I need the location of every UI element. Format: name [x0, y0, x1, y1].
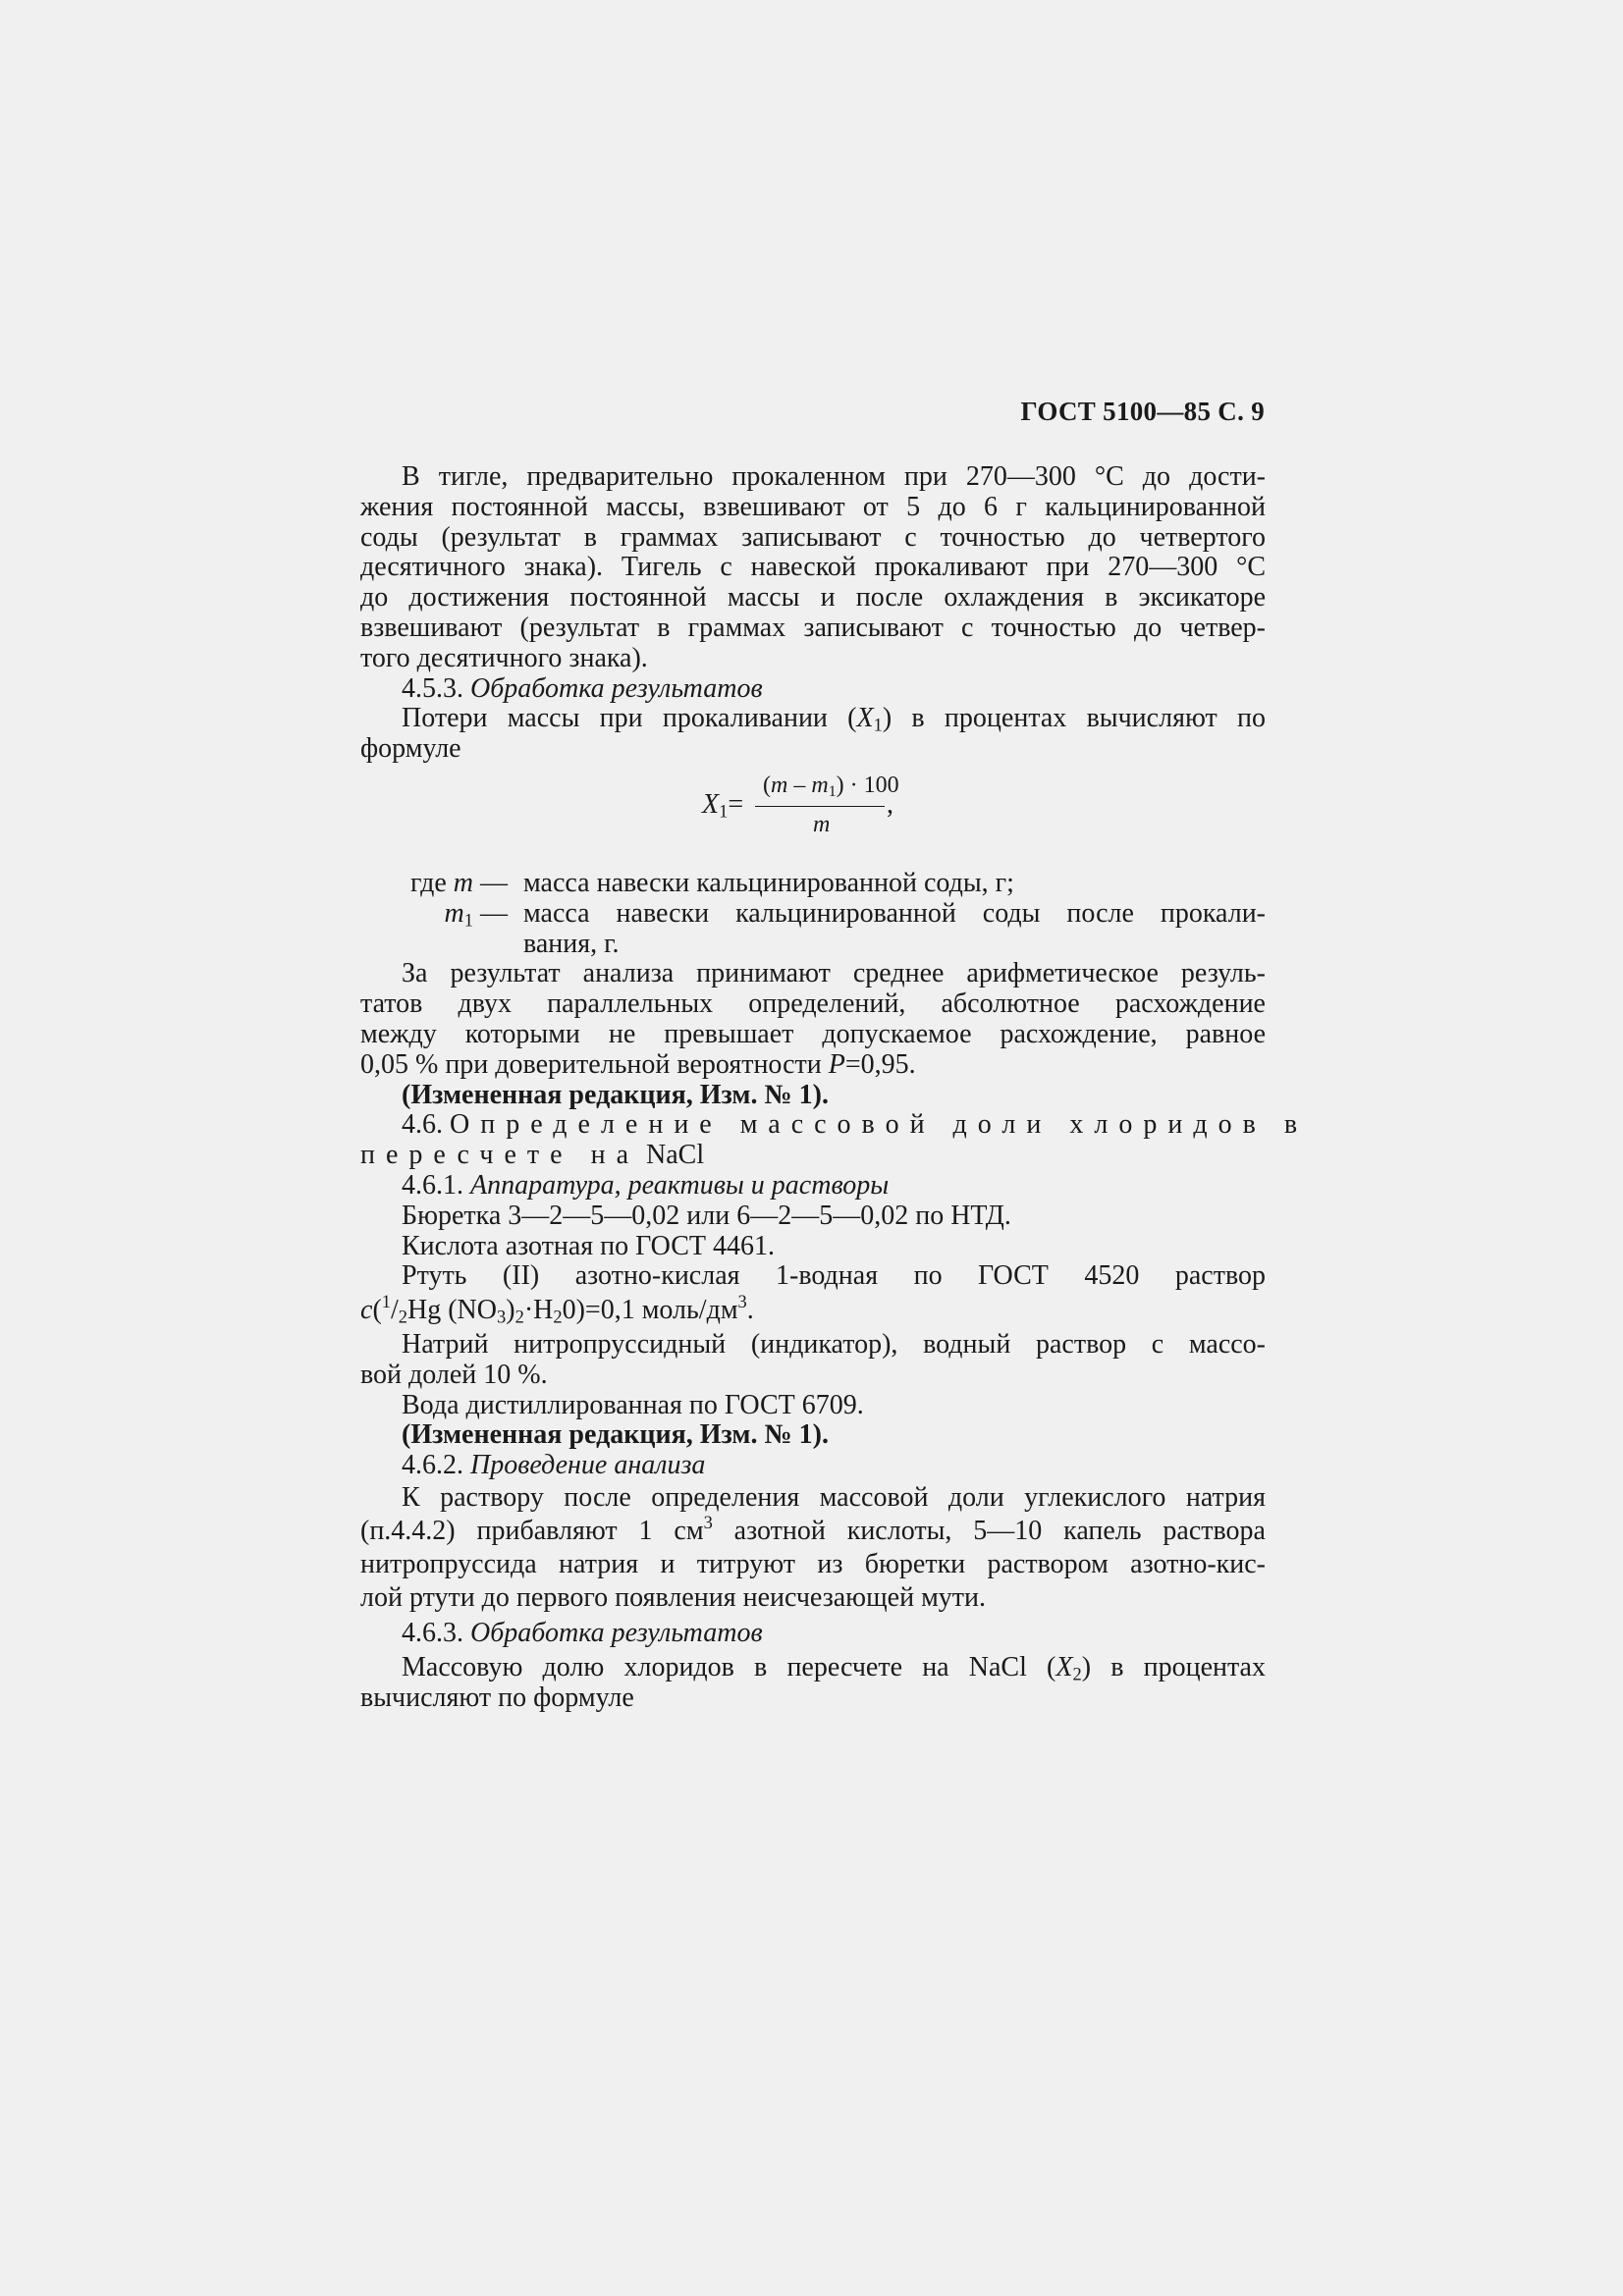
text-span: ) · 100: [836, 772, 899, 798]
section-title: Аппаратура, реактивы и растворы: [470, 1169, 890, 1201]
paragraph-procedure: [360, 1481, 1266, 1615]
section-title: пересчете на: [360, 1140, 639, 1171]
reagent-burette: Бюретка 3—2—5—0,02 или 6—2—5—0,02 по НТД.: [402, 1200, 1011, 1231]
fraction-bar: [755, 806, 885, 808]
reagent-mercury-concentration: [360, 1292, 1266, 1327]
subscript: 2: [553, 1307, 563, 1327]
reagent-indicator: Натрий нитропруссидный (индикатор), водный раствор с массо-: [402, 1328, 1266, 1360]
text-line: между которыми не превышает допускаемое расхождение, равное: [360, 1018, 1266, 1049]
section-title: Обработка результатов: [470, 672, 763, 704]
reagent-mercury-nitrate: Ртуть (II) азотно-кислая 1-водная по ГОСТ 4520 раствор: [402, 1260, 1266, 1292]
text-span: Массовую долю хлоридов в пересчете на NaCl (: [402, 1651, 1056, 1682]
section-title: Проведение анализа: [470, 1450, 706, 1481]
subscript: 1: [828, 782, 837, 800]
definition-term: [360, 899, 523, 930]
section-number: 4.6.2.: [402, 1450, 470, 1481]
text-span: –: [787, 772, 812, 798]
section-heading-4-6-1: [360, 1171, 1266, 1201]
text-span: —: [473, 897, 508, 929]
formula-lhs: [702, 790, 743, 821]
definition-term: [360, 869, 523, 899]
document-body: [360, 461, 1309, 1713]
variable: m: [453, 867, 473, 898]
equals-sign: =: [728, 788, 744, 820]
variable-definitions: [360, 869, 1266, 959]
text-line: В тигле, предварительно прокаленном при 270—300 °С до дости-: [402, 461, 1266, 492]
definition-text: масса навески кальцинированной соды, г;: [523, 867, 1014, 898]
superscript: 3: [737, 1292, 747, 1312]
section-number: 4.5.3.: [402, 672, 470, 704]
text-line: до достижения постоянной массы и после охлаждения в эксикаторе: [360, 582, 1266, 614]
subscript: 1: [463, 910, 473, 931]
text-line: взвешивают (результат в граммах записывают с точностью до четвер-: [360, 612, 1266, 643]
reagent-nitric-acid: Кислота азотная по ГОСТ 4461.: [402, 1230, 775, 1261]
text-span: —: [473, 867, 508, 898]
page-header: ГОСТ 5100—85 С. 9: [1020, 397, 1265, 426]
text-span: азотной кислоты, 5—10 капель раствора: [712, 1515, 1266, 1546]
text-span: (п.4.4.2) прибавляют 1 см: [360, 1515, 704, 1546]
text-span: Hg (NO: [407, 1295, 498, 1326]
section-number: 4.6.1.: [402, 1169, 470, 1201]
section-heading-4-6-3: [360, 1619, 1266, 1649]
subscript: 2: [514, 1307, 524, 1327]
subscript: 1: [719, 801, 729, 822]
paragraph-result: [360, 959, 1266, 1080]
text-line: соды (результат в граммах записывают с точностью до четвертого: [360, 521, 1266, 553]
text-line: [360, 1050, 1266, 1081]
subscript: 2: [1072, 1664, 1082, 1684]
definition-continuation: вания, г.: [523, 928, 620, 959]
revision-note: (Измененная редакция, Изм. № 1).: [402, 1079, 829, 1110]
variable: m: [444, 897, 464, 929]
section-heading-4-6: [360, 1109, 1309, 1141]
text-span: /: [391, 1295, 399, 1326]
paragraph-crucible: [360, 462, 1266, 674]
variable: P: [828, 1048, 845, 1080]
section-heading-4-5-3: [360, 674, 1266, 705]
text-line: [360, 704, 1266, 734]
text-span: (: [372, 1295, 382, 1326]
text-span: (: [763, 772, 771, 798]
section-title: NaCl: [646, 1140, 705, 1171]
subscript: 3: [497, 1307, 507, 1327]
superscript: 3: [703, 1512, 713, 1532]
subscript: 1: [873, 715, 883, 735]
text-span: .: [746, 1295, 754, 1326]
variable: X: [1055, 1651, 1073, 1682]
text-line: [360, 1653, 1266, 1683]
text-line: жения постоянной массы, взвешивают от 5 до 6 г кальцинированной: [360, 491, 1266, 522]
superscript: 1: [381, 1292, 391, 1312]
formula-numerator: [763, 771, 899, 801]
section-number: 4.6.3.: [402, 1617, 470, 1648]
text-line: формуле: [360, 733, 461, 765]
variable: X: [702, 788, 720, 820]
text-span: 0)=0,1 моль/дм: [562, 1295, 738, 1326]
text-line: лой ртути до первого появления неисчезающей мути.: [360, 1581, 987, 1613]
text-line: десятичного знака). Тигель с навеской прокаливают при 270—300 °С: [360, 552, 1266, 583]
section-number: 4.6.: [402, 1109, 443, 1141]
text-line: За результат анализа принимают среднее арифметическое резуль-: [402, 958, 1266, 989]
text-span: ): [506, 1295, 515, 1326]
text-span: Потери массы при прокаливании (: [402, 703, 857, 734]
reagent-water: Вода дистиллированная по ГОСТ 6709.: [402, 1389, 864, 1420]
text-line: татов двух параллельных определений, абсолютное расхождение: [360, 988, 1266, 1020]
variable: X: [856, 703, 874, 734]
text-line: нитропруссида натрия и титруют из бюретки раствором азотно-кис-: [360, 1548, 1266, 1579]
section-title: Обработка результатов: [470, 1617, 763, 1648]
text-span: ) в процентах: [1081, 1651, 1266, 1682]
text-line: вычисляют по формуле: [360, 1682, 634, 1713]
text-line: К раствору после определения массовой доли углекислого натрия: [402, 1481, 1266, 1513]
text-line: [360, 1512, 1266, 1548]
section-heading-4-6-cont: [360, 1141, 1266, 1171]
section-heading-4-6-2: [360, 1451, 1266, 1481]
text-line: вой долей 10 %.: [360, 1359, 548, 1390]
formula-comma: ,: [887, 788, 893, 820]
variable: c: [360, 1295, 373, 1326]
text-span: ·H: [523, 1295, 554, 1326]
text-span: где: [410, 867, 454, 898]
text-span: 0,05 % при доверительной вероятности: [360, 1048, 829, 1080]
formula-loss-on-ignition: [360, 765, 1266, 855]
variable: m: [771, 772, 788, 798]
formula-denominator: m: [813, 811, 831, 837]
revision-note: (Измененная редакция, Изм. № 1).: [402, 1419, 829, 1451]
text-line: того десятичного знака).: [360, 642, 648, 673]
variable: m: [811, 772, 829, 798]
text-span: =0,95.: [844, 1048, 916, 1080]
definition-text: масса навески кальцинированной соды после прокали-: [523, 897, 1266, 929]
definition-m: [360, 869, 1266, 899]
section-title: Определение массовой доли хлоридов в: [450, 1109, 1309, 1141]
text-span: ) в процентах вычисляют по: [882, 703, 1266, 734]
definition-m1: [360, 899, 1266, 930]
subscript: 2: [398, 1307, 408, 1327]
